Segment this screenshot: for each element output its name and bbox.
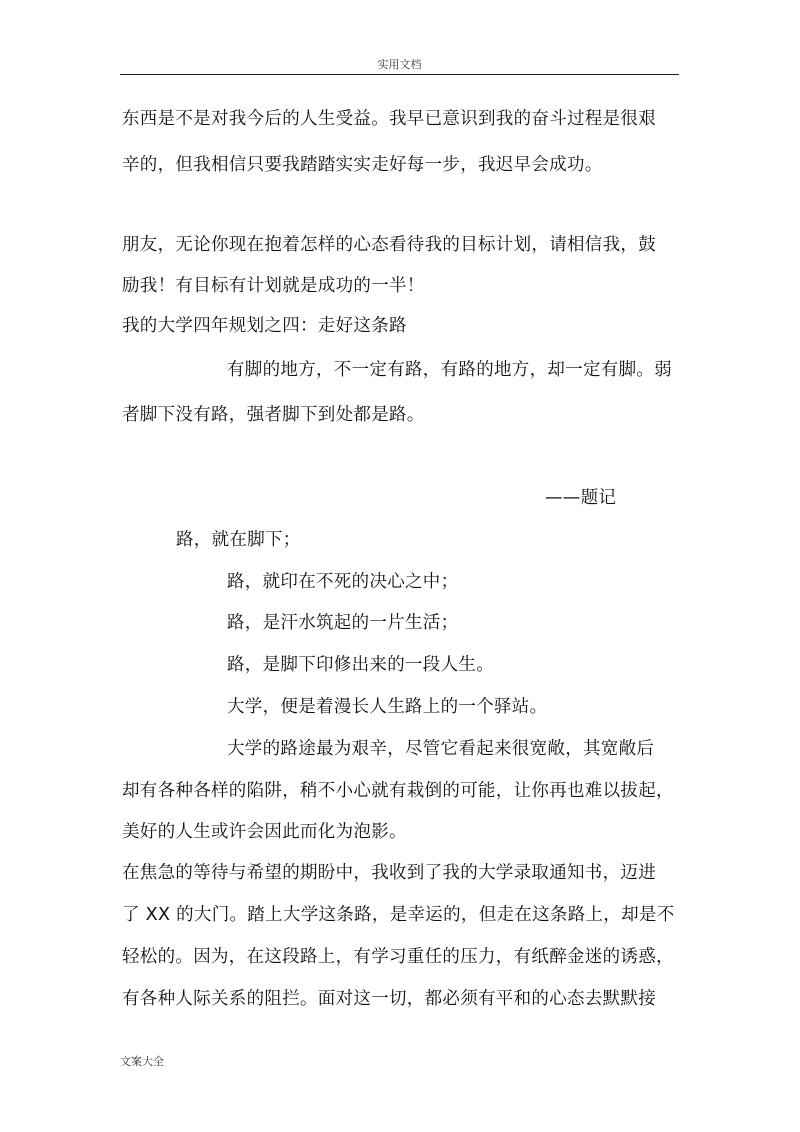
- poem-line: 路，就在脚下；: [176, 530, 301, 550]
- body-line: 大学，便是着漫长人生路上的一个驿站。: [227, 697, 548, 717]
- body-line: 了 XX 的大门。踏上大学这条路，是幸运的，但走在这条路上，却是不: [122, 905, 675, 925]
- body-line: 在焦急的等待与希望的期盼中，我收到了我的大学录取通知书，迈进: [122, 863, 656, 883]
- body-line: 美好的人生或许会因此而化为泡影。: [122, 822, 407, 842]
- body-line: 辛的，但我相信只要我踏踏实实走好每一步，我迟早会成功。: [122, 155, 603, 175]
- body-line: 有脚的地方，不一定有路，有路的地方，却一定有脚。弱: [227, 360, 672, 380]
- body-line: 东西是不是对我今后的人生受益。我早已意识到我的奋斗过程是很艰: [122, 109, 656, 129]
- body-line: 有各种人际关系的阻拦。面对这一切，都必须有平和的心态去默默接: [122, 989, 656, 1009]
- section-heading: 我的大学四年规划之四：走好这条路: [122, 316, 407, 336]
- body-line: 朋友，无论你现在抱着怎样的心态看待我的目标计划，请相信我，鼓: [122, 235, 656, 255]
- epigraph-attribution: ——题记: [545, 488, 617, 508]
- page-footer: 文案大全: [120, 1055, 164, 1068]
- poem-line: 路，是脚下印修出来的一段人生。: [227, 655, 494, 675]
- poem-line: 路，就印在不死的决心之中；: [227, 572, 459, 592]
- page-header: [120, 52, 679, 75]
- body-line: 轻松的。因为，在这段路上，有学习重任的压力，有纸醉金迷的诱惑，: [122, 947, 674, 967]
- header-title: 实用文档: [377, 58, 422, 71]
- poem-line: 路，是汗水筑起的一片生活；: [227, 613, 459, 633]
- body-line: 者脚下没有路，强者脚下到处都是路。: [122, 405, 425, 425]
- body-line: 却有各种各样的陷阱，稍不小心就有栽倒的可能，让你再也难以拔起，: [122, 781, 674, 801]
- body-line: 励我！有目标有计划就是成功的一半！: [122, 276, 425, 296]
- body-line: 大学的路途最为艰辛，尽管它看起来很宽敞，其宽敞后: [227, 739, 655, 759]
